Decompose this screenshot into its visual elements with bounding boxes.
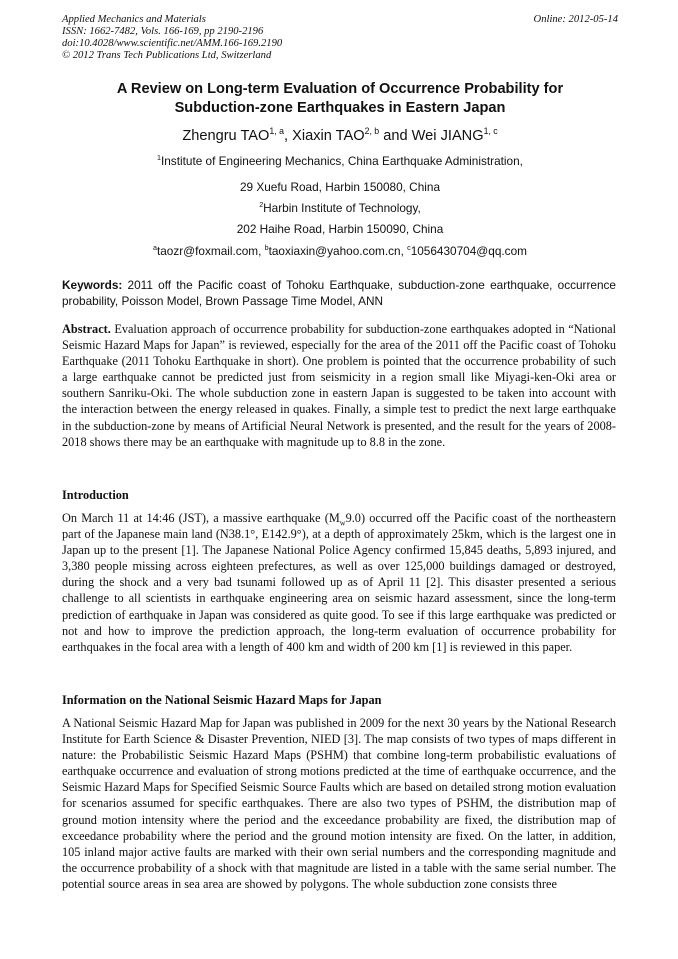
email-c-mark: c [407,244,411,253]
email-b-mark: b [264,244,269,253]
author-3-name: Wei JIANG [411,128,484,144]
author-list: Zhengru TAO$^{1, a}$, Xiaxin TAO$^{2, b}$ and Wei JIANG$^{1, c}$ [182,126,498,144]
journal-header [62,14,618,62]
introduction-heading: Introduction [62,488,129,502]
author-1-name: Zhengru TAO [182,128,270,144]
affiliation-1-institution: Institute of Engineering Mechanics, China Earthquake Administration, [160,154,523,168]
keywords-label: Keywords: [62,278,123,292]
magnitude-subscript: w [339,518,346,528]
affiliation-2-line-1 [62,201,618,215]
author-conjunction: and [383,128,408,144]
doi-line: doi:10.4028/www.scientific.net/AMM.166-169.2190 [62,38,283,49]
email-a: taozr@foxmail.com, [156,244,262,258]
abstract-label: Abstract. [62,322,111,336]
author-3-affiliation-mark: 1, c [483,126,498,137]
issn-line: ISSN: 1662-7482, Vols. 166-169, pp 2190-2196 [62,26,264,37]
introduction-paragraph [62,510,616,655]
author-2-name: Xiaxin TAO [292,128,365,144]
introduction-text-rest: 9.0) occurred off the Pacific coast of the northeastern part of the Japanese main land (N38.1°, E142.9°), at a depth of approximately 25km, which is the largest one in Japan up to the present [1]. The Japanese National Police Agency confirmed 15,845 deaths, 5,893 injured, and 3,380 people missing across eighteen prefectures, as well as over 125,000 buildings damaged or destroyed, during the shock and a very bad tsunami followed up as of April 11 [2]. This disaster presented a serious challenge to all scientists in earthquake engineering area on seismic hazard assessment, since the long-term prediction of earthquake in Japan was considered as quite good. To see if this large earthquake was predicted or not and how to improve the prediction approach, the long-term evaluation of occurrence probability for earthquakes in the focal area with a length of 400 km and width of 200 km [1] is reviewed in this paper. [62,511,616,654]
keywords-paragraph [62,277,616,309]
affiliation-1-mark: 1 [157,154,161,163]
abstract-paragraph [62,321,616,450]
keywords-text: 2011 off the Pacific coast of Tohoku Earthquake, subduction-zone earthquake, occurrence probability, Poisson Model, Brown Passage Time Model, ANN [62,278,616,308]
hazard-maps-heading: Information on the National Seismic Hazard Maps for Japan [62,693,382,707]
abstract-text: Evaluation approach of occurrence probability for subduction-zone earthquakes adopted in “National Seismic Hazard Maps for Japan” is reviewed, especially for the area of the 2011 off the Pacific coast of Tohoku Earthquake (2011 Tohoku Earthquake in short). One problem is pointed that the occurrence probability of such a large earthquake cannot be predicted just from seismicity in a region small like Miyagi-ken-Oki area or southern Sanriku-Oki. The whole subduction zone in eastern Japan is suggested to be taken into account with the interaction between the energy released in quakes. Finally, a simple test to predict the next large earthquake in the subduction-zone by means of Artificial Neural Network is presented, and the result for the years of 2008-2018 shows there may be an earthquake with magnitude up to 8.8 in the zone. [62,322,616,449]
email-c: 1056430704@qq.com [410,244,527,258]
journal-name: Applied Mechanics and Materials [62,14,206,25]
author-1-affiliation-mark: 1, a [269,126,284,137]
copyright-line: © 2012 Trans Tech Publications Ltd, Switzerland [62,50,272,61]
title-line-1: A Review on Long-term Evaluation of Occurrence Probability for [116,81,564,97]
introduction-text-start: On March 11 at 14:46 (JST), a massive earthquake (M [62,511,340,525]
affiliation-2-mark: 2 [259,201,264,210]
affiliation-2-institution: Harbin Institute of Technology, [263,201,421,215]
hazard-maps-paragraph: A National Seismic Hazard Map for Japan was published in 2009 for the next 30 years by the National Research Institute for Earth Science & Disaster Prevention, NIED [3]. The map consists of two types of maps different in nature: the Probabilistic Seismic Hazard Maps (PSHM) that combine long-term probabilistic evaluations of earthquake occurrence and evaluation of strong motions predicted at the time of earthquake occurrence, and the Seismic Hazard Maps for Specified Seismic Source Faults which are based on detailed strong motion evaluation for scenarios assumed for specific earthquakes. There are also two types of PSHM, the distribution map of ground motion intensity where the period and the exceedance probability are fixed, the distribution map of exceedance probability where the period and the ground motion intensity are fixed. On the latter, in addition, 105 inland major active faults are marked with their own serial numbers and the corresponding magnitude and the occurrence probability of a shock with that magnitude are listed in a table with the same serial number. The potential source areas in sea area are showed by polygons. The whole subduction zone consists three [62,716,616,891]
author-2-affiliation-mark: 2, b [364,126,380,137]
title-line-2: Subduction-zone Earthquakes in Eastern Japan [174,100,506,116]
email-b: taoxiaxin@yahoo.com.cn, [268,244,404,258]
email-a-mark: a [153,244,157,253]
email-line [62,244,618,258]
affiliation-1-line-1 [62,154,618,168]
paper-title [62,80,618,118]
online-date: Online: 2012-05-14 [533,14,618,25]
affiliation-1-address: 29 Xuefu Road, Harbin 150080, China [239,180,441,194]
affiliation-2-address: 202 Haihe Road, Harbin 150090, China [236,222,444,236]
